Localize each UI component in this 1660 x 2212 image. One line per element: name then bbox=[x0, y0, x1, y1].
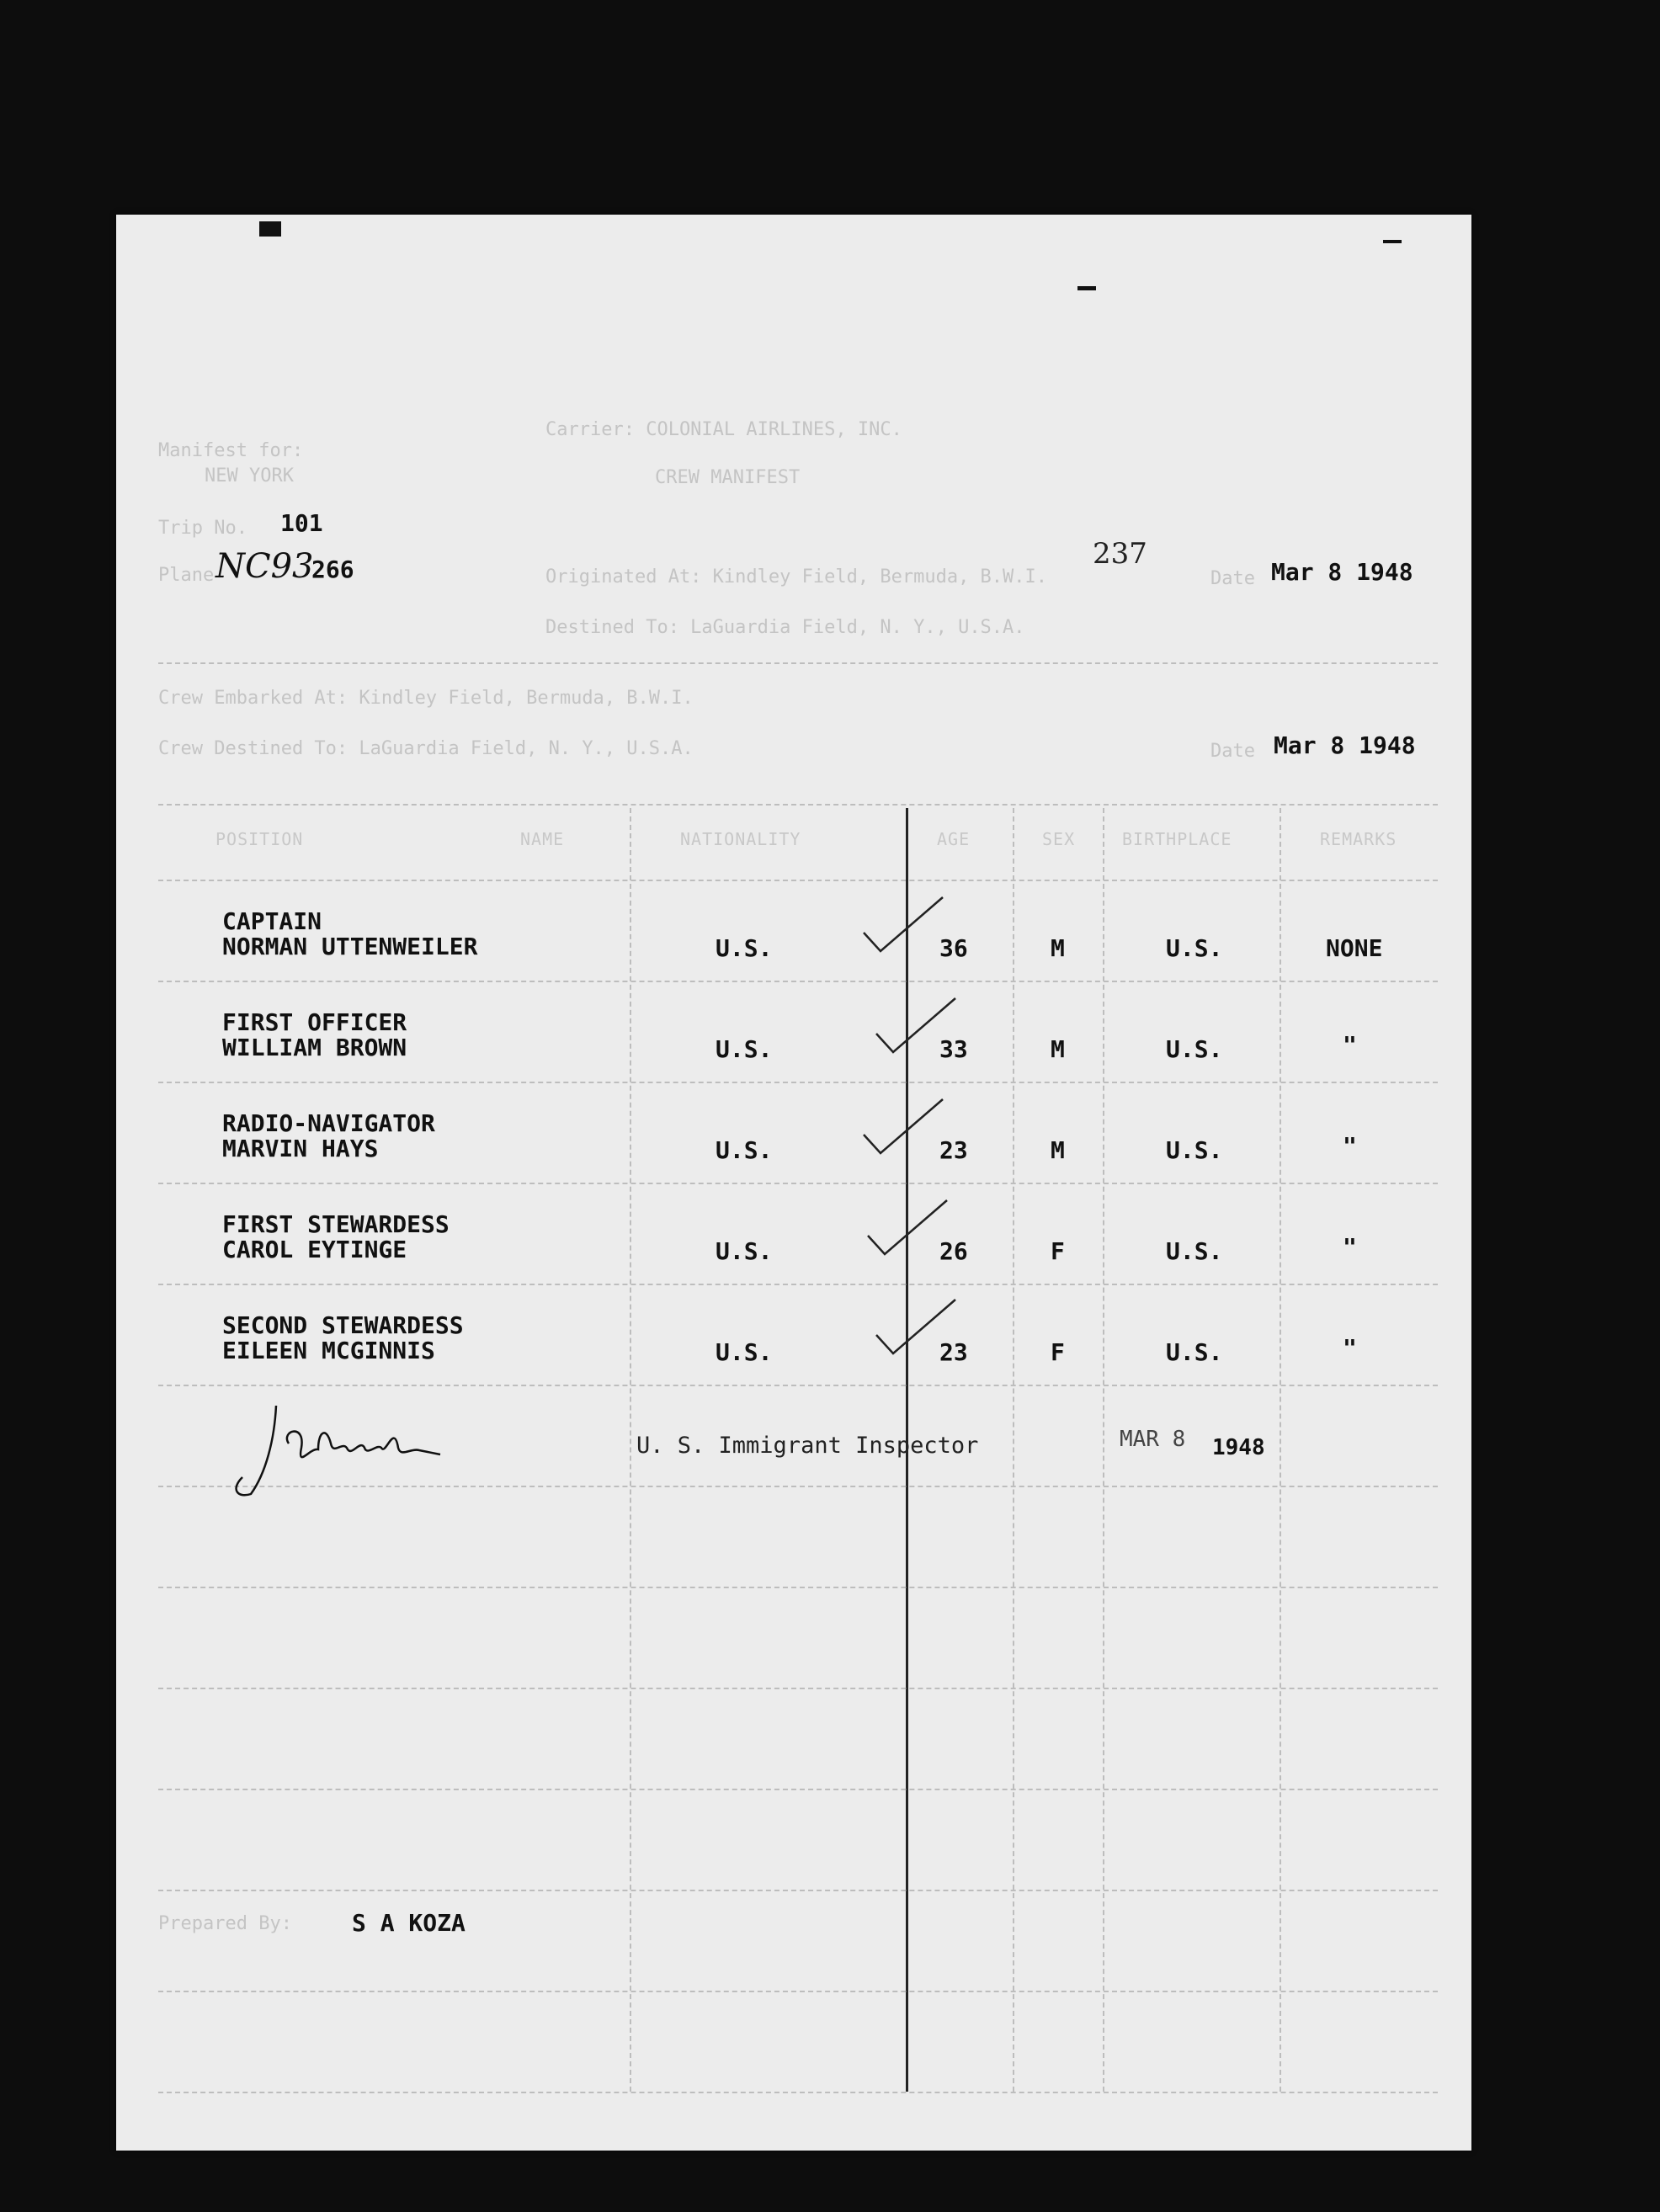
crew-remarks: " bbox=[1343, 1031, 1357, 1059]
col-rule bbox=[630, 808, 631, 2092]
crew-name: CAROL EYTINGE bbox=[222, 1236, 407, 1263]
checkmark-icon bbox=[870, 993, 962, 1061]
table-top-rule bbox=[158, 804, 1438, 806]
crew-date: Mar 8 1948 bbox=[1274, 731, 1416, 759]
crew-nationality: U.S. bbox=[716, 1338, 773, 1366]
originated-at: Originated At: Kindley Field, Bermuda, B.W.I. bbox=[545, 566, 1048, 588]
inspector-label: U. S. Immigrant Inspector bbox=[636, 1433, 979, 1459]
manifest-for-label: Manifest for: bbox=[158, 440, 304, 461]
table-bottom-rule bbox=[158, 2092, 1438, 2093]
checkmark-icon bbox=[870, 1295, 962, 1362]
crew-age: 36 bbox=[939, 934, 968, 962]
form-title: CREW MANIFEST bbox=[655, 467, 801, 488]
crew-date-label: Date bbox=[1210, 741, 1255, 762]
crew-birthplace: U.S. bbox=[1166, 1035, 1223, 1063]
crew-name: WILLIAM BROWN bbox=[222, 1034, 407, 1061]
crew-name: NORMAN UTTENWEILER bbox=[222, 933, 478, 960]
destined-to: Destined To: LaGuardia Field, N. Y., U.S.A. bbox=[545, 617, 1025, 638]
plane-number: 266 bbox=[311, 556, 354, 583]
crew-birthplace: U.S. bbox=[1166, 1237, 1223, 1265]
checkmark-icon bbox=[857, 1094, 950, 1162]
col-birthplace: BIRTHPLACE bbox=[1122, 829, 1232, 849]
row-rule bbox=[158, 1789, 1438, 1790]
row-rule bbox=[158, 1183, 1438, 1184]
crew-birthplace: U.S. bbox=[1166, 1136, 1223, 1164]
crew-position: SECOND STEWARDESS bbox=[222, 1311, 464, 1339]
crew-remarks: " bbox=[1343, 1334, 1357, 1362]
divider bbox=[158, 662, 1438, 664]
trip-label: Trip No. bbox=[158, 518, 247, 539]
plane-label: Plane bbox=[158, 565, 215, 586]
row-rule bbox=[158, 1082, 1438, 1083]
crew-position: CAPTAIN bbox=[222, 907, 322, 935]
crew-birthplace: U.S. bbox=[1166, 934, 1223, 962]
crew-age: 26 bbox=[939, 1237, 968, 1265]
prepared-by: S A KOZA bbox=[352, 1909, 466, 1937]
inspector-signature bbox=[226, 1397, 461, 1507]
col-sex: SEX bbox=[1042, 829, 1076, 849]
col-remarks: REMARKS bbox=[1320, 829, 1397, 849]
crew-sex: M bbox=[1051, 1035, 1065, 1063]
crew-nationality: U.S. bbox=[716, 1035, 773, 1063]
crew-birthplace: U.S. bbox=[1166, 1338, 1223, 1366]
crew-name: EILEEN MCGINNIS bbox=[222, 1337, 435, 1364]
row-rule bbox=[158, 1385, 1438, 1386]
scan-artifact bbox=[1077, 286, 1096, 290]
row-rule bbox=[158, 1587, 1438, 1588]
col-name: NAME bbox=[520, 829, 565, 849]
crew-remarks: " bbox=[1343, 1132, 1357, 1160]
col-rule bbox=[1013, 808, 1014, 2092]
col-rule bbox=[1103, 808, 1104, 2092]
crew-position: RADIO-NAVIGATOR bbox=[222, 1109, 435, 1137]
table-header-rule bbox=[158, 880, 1438, 881]
crew-age: 23 bbox=[939, 1338, 968, 1366]
crew-position: FIRST STEWARDESS bbox=[222, 1210, 450, 1238]
crew-sex: M bbox=[1051, 1136, 1065, 1164]
crew-sex: F bbox=[1051, 1338, 1065, 1366]
plane-handwritten: NC93 bbox=[215, 547, 314, 586]
col-nationality: NATIONALITY bbox=[680, 829, 801, 849]
crew-remarks: " bbox=[1343, 1233, 1357, 1261]
inspection-stamp-year: 1948 bbox=[1212, 1435, 1265, 1460]
row-rule bbox=[158, 1890, 1438, 1891]
col-rule bbox=[1280, 808, 1281, 2092]
manifest-for-value: NEW YORK bbox=[205, 465, 294, 487]
trip-number: 101 bbox=[280, 509, 323, 537]
crew-sex: F bbox=[1051, 1237, 1065, 1265]
col-age: AGE bbox=[937, 829, 971, 849]
scan-artifact bbox=[259, 221, 281, 237]
row-rule bbox=[158, 981, 1438, 982]
row-rule bbox=[158, 1991, 1438, 1992]
manifest-sheet bbox=[116, 215, 1471, 2151]
carrier-line: Carrier: COLONIAL AIRLINES, INC. bbox=[545, 419, 902, 440]
crew-position: FIRST OFFICER bbox=[222, 1008, 407, 1036]
crew-embarked-at: Crew Embarked At: Kindley Field, Bermuda, B.W.I. bbox=[158, 688, 694, 709]
crew-nationality: U.S. bbox=[716, 1136, 773, 1164]
crew-age: 33 bbox=[939, 1035, 968, 1063]
inspection-stamp-date: MAR 8 bbox=[1120, 1427, 1186, 1452]
col-position: POSITION bbox=[215, 829, 304, 849]
header-date: Mar 8 1948 bbox=[1271, 558, 1413, 586]
row-rule bbox=[158, 1284, 1438, 1285]
checkmark-icon bbox=[861, 1195, 954, 1263]
crew-name: MARVIN HAYS bbox=[222, 1135, 379, 1162]
crew-nationality: U.S. bbox=[716, 1237, 773, 1265]
crew-age: 23 bbox=[939, 1136, 968, 1164]
checkmark-icon bbox=[857, 892, 950, 960]
row-rule bbox=[158, 1688, 1438, 1689]
stamp-number: 237 bbox=[1093, 537, 1147, 571]
header-date-label: Date bbox=[1210, 568, 1255, 589]
crew-sex: M bbox=[1051, 934, 1065, 962]
scan-artifact bbox=[1383, 240, 1402, 243]
crew-nationality: U.S. bbox=[716, 934, 773, 962]
crew-destined-to: Crew Destined To: LaGuardia Field, N. Y., U.S.A. bbox=[158, 738, 694, 759]
crew-remarks: NONE bbox=[1326, 934, 1383, 962]
prepared-by-label: Prepared By: bbox=[158, 1913, 292, 1934]
